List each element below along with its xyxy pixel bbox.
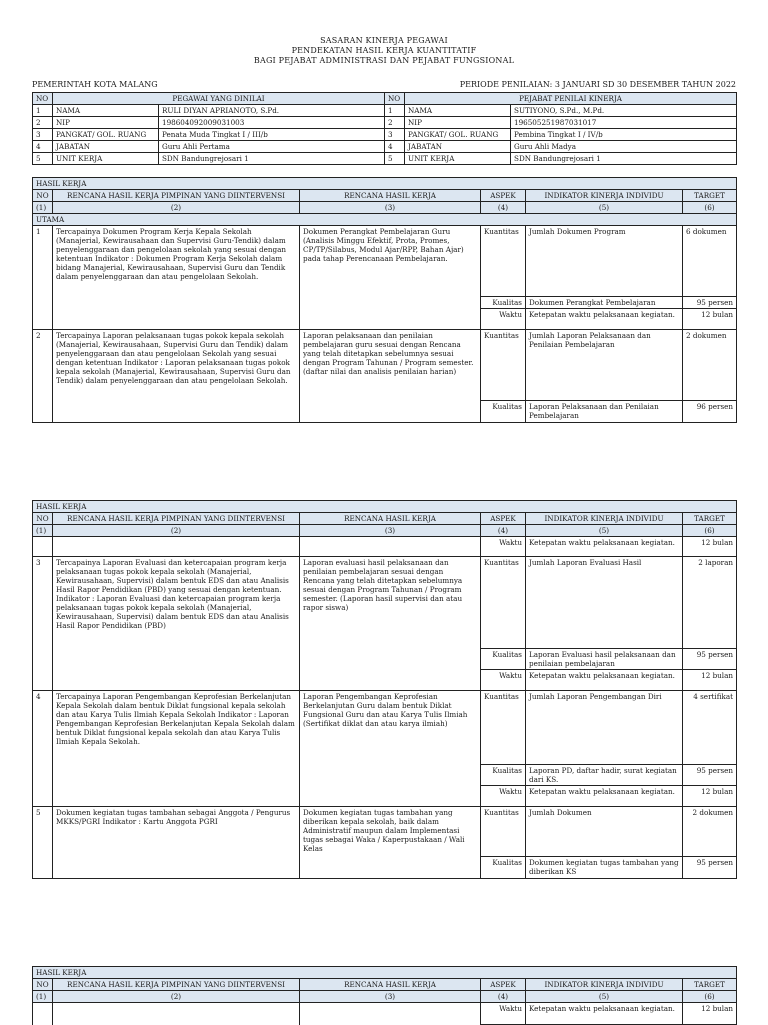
cell-no: 2 (33, 117, 53, 129)
target: 95 persen (683, 765, 737, 786)
cell-no: 1 (33, 105, 53, 117)
cell-label: NAMA (405, 105, 511, 117)
col-header: RENCANA HASIL KERJA (300, 513, 481, 525)
work-plan: Laporan evaluasi hasil pelaksanaan dan penilaian pembelajaran sesuai dengan Rencana yang telah ditetapkan sebelumnya sesuai dengan Program Tahunan / Program semester. (Laporan hasil supervisi dan atau rapor siswa) (300, 557, 481, 691)
item-no: 4 (33, 691, 53, 807)
target: 95 persen (683, 649, 737, 670)
col-number: (4) (481, 991, 526, 1003)
item-no (33, 1003, 53, 1025)
table-row (33, 330, 737, 401)
cell-label: UNIT KERJA (53, 153, 159, 165)
col-header: NO (33, 513, 53, 525)
work-plan (300, 1003, 481, 1025)
cell-label: NAMA (53, 105, 159, 117)
work-plan: Dokumen kegiatan tugas tambahan yang diberikan kepala sekolah, baik dalam Administratif maupun dalam Implementasi tugas sebagai Waka / Kaperpustakaan / Wali Kelas (300, 807, 481, 879)
col-header: NO (33, 190, 53, 202)
col-number: (2) (53, 991, 300, 1003)
aspect: Kualitas (481, 401, 526, 423)
work-plan (300, 537, 481, 557)
target: 2 laporan (683, 557, 737, 649)
aspect: Kuantitas (481, 330, 526, 401)
item-no: 1 (33, 226, 53, 330)
table-row (33, 537, 737, 557)
aspect: Kualitas (481, 857, 526, 879)
doc-title-line3: BAGI PEJABAT ADMINISTRASI DAN PEJABAT FUNGSIONAL (253, 56, 515, 65)
col-number: (6) (683, 991, 737, 1003)
assessor-nip: 196505251987031017 (511, 117, 737, 129)
work-results-table (32, 177, 737, 423)
item-no: 3 (33, 557, 53, 691)
col-number: (4) (481, 202, 526, 214)
leader-plan (53, 537, 300, 557)
aspect: Kuantitas (481, 691, 526, 765)
info-row (33, 117, 737, 129)
aspect: Waktu (481, 786, 526, 807)
column-header-row (33, 979, 737, 991)
column-number-row (33, 525, 737, 537)
col-number: (1) (33, 991, 53, 1003)
indicator: Laporan Evaluasi hasil pelaksanaan dan penilaian pembelajaran (526, 649, 683, 670)
col-header: TARGET (683, 513, 737, 525)
cell-no: 3 (385, 129, 405, 141)
assessor-name: SUTIYONO, S.Pd., M.Pd. (511, 105, 737, 117)
aspect: Waktu (481, 1003, 526, 1025)
cell-label: JABATAN (53, 141, 159, 153)
cell-no: 5 (385, 153, 405, 165)
employee-position: Guru Ahli Pertama (159, 141, 385, 153)
aspect: Waktu (481, 309, 526, 330)
table-row (33, 691, 737, 765)
table-row (33, 1003, 737, 1025)
target: 4 sertifikat (683, 691, 737, 765)
table-row (33, 226, 737, 297)
col-header: RENCANA HASIL KERJA PIMPINAN YANG DIINTERVENSI (53, 190, 300, 202)
aspect: Kualitas (481, 649, 526, 670)
col-header: ASPEK (481, 513, 526, 525)
cell-label: NIP (405, 117, 511, 129)
table-row (33, 557, 737, 649)
employee-rank: Penata Muda Tingkat I / III/b (159, 129, 385, 141)
col-no: NO (33, 93, 53, 105)
column-header-row (33, 513, 737, 525)
indicator: Ketepatan waktu pelaksanaan kegiatan. (526, 786, 683, 807)
cell-no: 1 (385, 105, 405, 117)
employee-unit: SDN Bandungrejosari 1 (159, 153, 385, 165)
col-header: RENCANA HASIL KERJA (300, 979, 481, 991)
cell-label: PANGKAT/ GOL. RUANG (405, 129, 511, 141)
indicator: Laporan PD, daftar hadir, surat kegiatan dari KS. (526, 765, 683, 786)
employee-info-table (32, 92, 737, 165)
work-plan: Laporan Pengembangan Keprofesian Berkelanjutan Guru dalam bentuk Diklat Fungsional Guru dan atau Karya Tulis Ilmiah (Sertifikat diklat dan atau karya ilmiah) (300, 691, 481, 807)
target: 12 bulan (683, 537, 737, 557)
cell-no: 4 (33, 141, 53, 153)
target: 96 persen (683, 401, 737, 423)
info-row (33, 105, 737, 117)
indicator: Ketepatan waktu pelaksanaan kegiatan. (526, 309, 683, 330)
target: 6 dokumen (683, 226, 737, 297)
employee-nip: 198604092009031003 (159, 117, 385, 129)
col-number: (1) (33, 202, 53, 214)
col-number: (3) (300, 525, 481, 537)
doc-title-line1: SASARAN KINERJA PEGAWAI (320, 36, 448, 45)
indicator: Ketepatan waktu pelaksanaan kegiatan. (526, 670, 683, 691)
assessor-rank: Pembina Tingkat I / IV/b (511, 129, 737, 141)
col-number: (3) (300, 202, 481, 214)
leader-plan (53, 1003, 300, 1025)
info-row (33, 141, 737, 153)
col-number: (5) (526, 991, 683, 1003)
col-header: RENCANA HASIL KERJA PIMPINAN YANG DIINTERVENSI (53, 513, 300, 525)
cell-no: 5 (33, 153, 53, 165)
leader-plan: Tercapainya Dokumen Program Kerja Kepala Sekolah (Manajerial, Kewirausahaan dan Supervisi Guru-Tendik) dalam penyelenggaraan dan pengelolaan sekolah yang sesuai dengan ketentuan Indikator : Dokumen Program Kerja Sekolah dalam bidang Manajerial, Kewirausahaan, Supervisi Guru dan Tendik dalam penyelenggaraan dan atau pengelolaan Sekolah. (53, 226, 300, 330)
item-no: 5 (33, 807, 53, 879)
col-header: RENCANA HASIL KERJA PIMPINAN YANG DIINTERVENSI (53, 979, 300, 991)
cell-label: UNIT KERJA (405, 153, 511, 165)
target: 12 bulan (683, 786, 737, 807)
column-header-row (33, 190, 737, 202)
aspect: Kuantitas (481, 807, 526, 857)
target: 12 bulan (683, 670, 737, 691)
target: 12 bulan (683, 1003, 737, 1025)
col-number: (6) (683, 525, 737, 537)
col-no: NO (385, 93, 405, 105)
col-header: ASPEK (481, 979, 526, 991)
col-header: TARGET (683, 190, 737, 202)
indicator: Dokumen kegiatan tugas tambahan yang diberikan KS (526, 857, 683, 879)
cell-no: 4 (385, 141, 405, 153)
aspect: Waktu (481, 670, 526, 691)
aspect: Kuantitas (481, 226, 526, 297)
col-number: (4) (481, 525, 526, 537)
indicator: Ketepatan waktu pelaksanaan kegiatan. (526, 1003, 683, 1025)
col-header: NO (33, 979, 53, 991)
leader-plan: Tercapainya Laporan Pengembangan Keprofesian Berkelanjutan Kepala Sekolah dalam bentuk Diklat fungsional kepala sekolah dan atau Karya Tulis Ilmiah Kepala Sekolah Indikator : Laporan Pengembangan Keprofesian Berkelanjutan Kepala Sekolah dalam bentuk Diklat fungsional kepala sekolah dan atau Karya Tulis Ilmiah Kepala Sekolah. (53, 691, 300, 807)
target: 95 persen (683, 857, 737, 879)
work-results-table-page3 (32, 966, 737, 1025)
cell-label: PANGKAT/ GOL. RUANG (53, 129, 159, 141)
leader-plan: Tercapainya Laporan Evaluasi dan ketercapaian program kerja pelaksanaan tugas pokok kepala sekolah (Manajerial, Kewirausahaan, Supervisi) dalam bentuk EDS dan atau Analisis Hasil Rapor Pendidikan (PBD) yang sesuai dengan ketentuan. Indikator : Laporan Evaluasi dan ketercapaian program kerja pelaksanaan tugas pokok kepala sekolah (Manajerial, Kewirausahaan, Supervisi) dalam bentuk EDS dan atau Analisis Hasil Rapor Pendidikan (PBD) (53, 557, 300, 691)
target: 2 dokumen (683, 330, 737, 401)
work-plan: Laporan pelaksanaan dan penilaian pembelajaran guru sesuai dengan Rencana yang telah ditetapkan sebelumnya sesuai dengan Program Tahunan / Program semester. (daftar nilai dan analisis penilaian harian) (300, 330, 481, 423)
col-number: (5) (526, 202, 683, 214)
column-number-row (33, 202, 737, 214)
assessor-position: Guru Ahli Madya (511, 141, 737, 153)
indicator: Dokumen Perangkat Pembelajaran (526, 297, 683, 309)
indicator: Jumlah Laporan Evaluasi Hasil (526, 557, 683, 649)
indicator: Jumlah Dokumen Program (526, 226, 683, 297)
col-header: RENCANA HASIL KERJA (300, 190, 481, 202)
section-title: HASIL KERJA (33, 967, 737, 979)
col-number: (2) (53, 202, 300, 214)
doc-title-line2: PENDEKATAN HASIL KERJA KUANTITATIF (291, 46, 477, 55)
work-results-table-continued (32, 500, 737, 879)
indicator: Jumlah Laporan Pengembangan Diri (526, 691, 683, 765)
col-number: (2) (53, 525, 300, 537)
indicator: Jumlah Dokumen (526, 807, 683, 857)
leader-plan: Dokumen kegiatan tugas tambahan sebagai Anggota / Pengurus MKKS/PGRI Indikator : Kartu Anggota PGRI (53, 807, 300, 879)
work-plan: Dokumen Perangkat Pembelajaran Guru (Analisis Minggu Efektif, Prota, Promes, CP/TP/Silabus, Modul Ajar/RPP, Bahan Ajar) pada tahap Perencanaan Pembelajaran. (300, 226, 481, 330)
section-title: HASIL KERJA (33, 178, 737, 190)
target: 95 persen (683, 297, 737, 309)
col-header: INDIKATOR KINERJA INDIVIDU (526, 513, 683, 525)
cell-label: JABATAN (405, 141, 511, 153)
employee-name: RULI DIYAN APRIANOTO, S.Pd. (159, 105, 385, 117)
assessment-period: PERIODE PENILAIAN: 3 JANUARI SD 30 DESEMBER TAHUN 2022 (459, 80, 736, 89)
col-number: (1) (33, 525, 53, 537)
assessor-unit: SDN Bandungrejosari 1 (511, 153, 737, 165)
indicator: Ketepatan waktu pelaksanaan kegiatan. (526, 537, 683, 557)
aspect: Kualitas (481, 297, 526, 309)
indicator: Laporan Pelaksanaan dan Penilaian Pembelajaran (526, 401, 683, 423)
target: 2 dokumen (683, 807, 737, 857)
aspect: Waktu (481, 537, 526, 557)
col-header: INDIKATOR KINERJA INDIVIDU (526, 190, 683, 202)
column-number-row (33, 991, 737, 1003)
leader-plan: Tercapainya Laporan pelaksanaan tugas pokok kepala sekolah (Manajerial, Kewirausahaan, Supervisi Guru dan Tendik) dalam penyelenggaraan dan atau pengelolaan Sekolah yang sesuai dengan ketentuan Indikator : Laporan pelaksanaan tugas pokok kepala sekolah (Manajerial, Kewirausahaan, Supervisi Guru dan Tendik) dalam penyelenggaraan dan atau pengelolaan Sekolah. (53, 330, 300, 423)
cell-no: 2 (385, 117, 405, 129)
item-no (33, 537, 53, 557)
agency-name: PEMERINTAH KOTA MALANG (32, 80, 158, 89)
col-header: ASPEK (481, 190, 526, 202)
category-utama: UTAMA (33, 214, 737, 226)
col-header: TARGET (683, 979, 737, 991)
aspect: Kuantitas (481, 557, 526, 649)
info-row (33, 129, 737, 141)
table-row (33, 807, 737, 857)
item-no: 2 (33, 330, 53, 423)
col-number: (5) (526, 525, 683, 537)
aspect: Kualitas (481, 765, 526, 786)
info-header-row (33, 93, 737, 105)
target: 12 bulan (683, 309, 737, 330)
indicator: Jumlah Laporan Pelaksanaan dan Penilaian Pembelajaran (526, 330, 683, 401)
col-number: (3) (300, 991, 481, 1003)
meta-row (32, 80, 736, 89)
info-row (33, 153, 737, 165)
cell-label: NIP (53, 117, 159, 129)
col-number: (6) (683, 202, 737, 214)
cell-no: 3 (33, 129, 53, 141)
assessed-employee-title: PEGAWAI YANG DINILAI (53, 93, 385, 105)
col-header: INDIKATOR KINERJA INDIVIDU (526, 979, 683, 991)
section-title: HASIL KERJA (33, 501, 737, 513)
assessor-title: PEJABAT PENILAI KINERJA (405, 93, 737, 105)
